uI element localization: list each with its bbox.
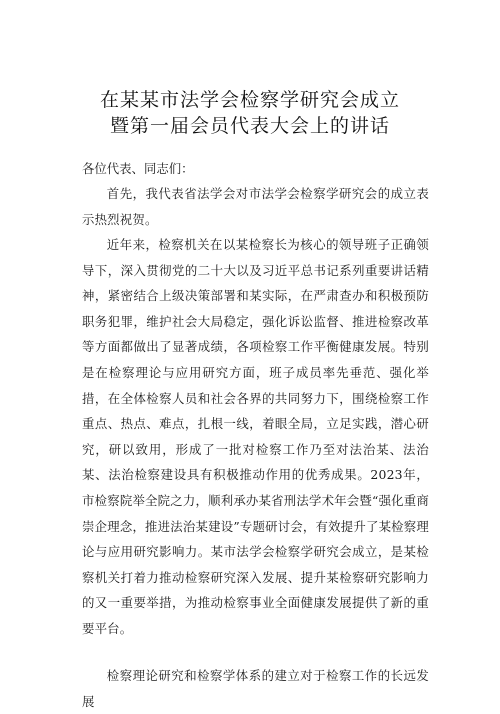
paragraph-1: 首先，我代表省法学会对市法学会检察学研究会的成立表示热烈祝贺。 xyxy=(82,186,429,227)
document-title-line-1: 在某某市法学会检察学研究会成立 xyxy=(99,89,400,111)
document-title-line-2: 暨第一届会员代表大会上的讲话 xyxy=(109,115,390,137)
paragraph-3: 检察理论研究和检察学体系的建立对于检察工作的长远发展 xyxy=(82,668,429,709)
salutation: 各位代表、同志们： xyxy=(82,161,194,176)
paragraph-2: 近年来，检察机关在以某检察长为核心的领导班子正确领导下，深入贯彻党的二十大以及习近平总书记系列重要讲话精神，紧密结合上级决策部署和某实际，在严肃查办和积极预防职务犯罪，维护社会大局稳定，强化诉讼监督、推进检察改革等方面都做出了显著成绩，各项检察工作平衡健康发展。特别是在检察理论与应用研究方面，班子成员率先垂范、强化举措，在全体检察人员和社会各界的共同努力下，围绕检察工作重点、热点、难点，扎根一线，着眼全局，立足实践，潜心研究，研以致用，形成了一批对检察工作乃至对法治某、法治某、法治检察建设具有积极推动作用的优秀成果。2023年，市检察院举全院之力，顺利承办某省刑法学术年会暨“强化重商崇企理念，推进法治某建设”专题研讨会，有效提升了某检察理论与应用研究影响力。某市法学会检察学研究会成立，是某检察机关打着力推动检察研究深入发展、提升某检察研究影响力的又一重要举措，为推动检察事业全面健康发展提供了新的重要平台。 xyxy=(82,237,429,636)
